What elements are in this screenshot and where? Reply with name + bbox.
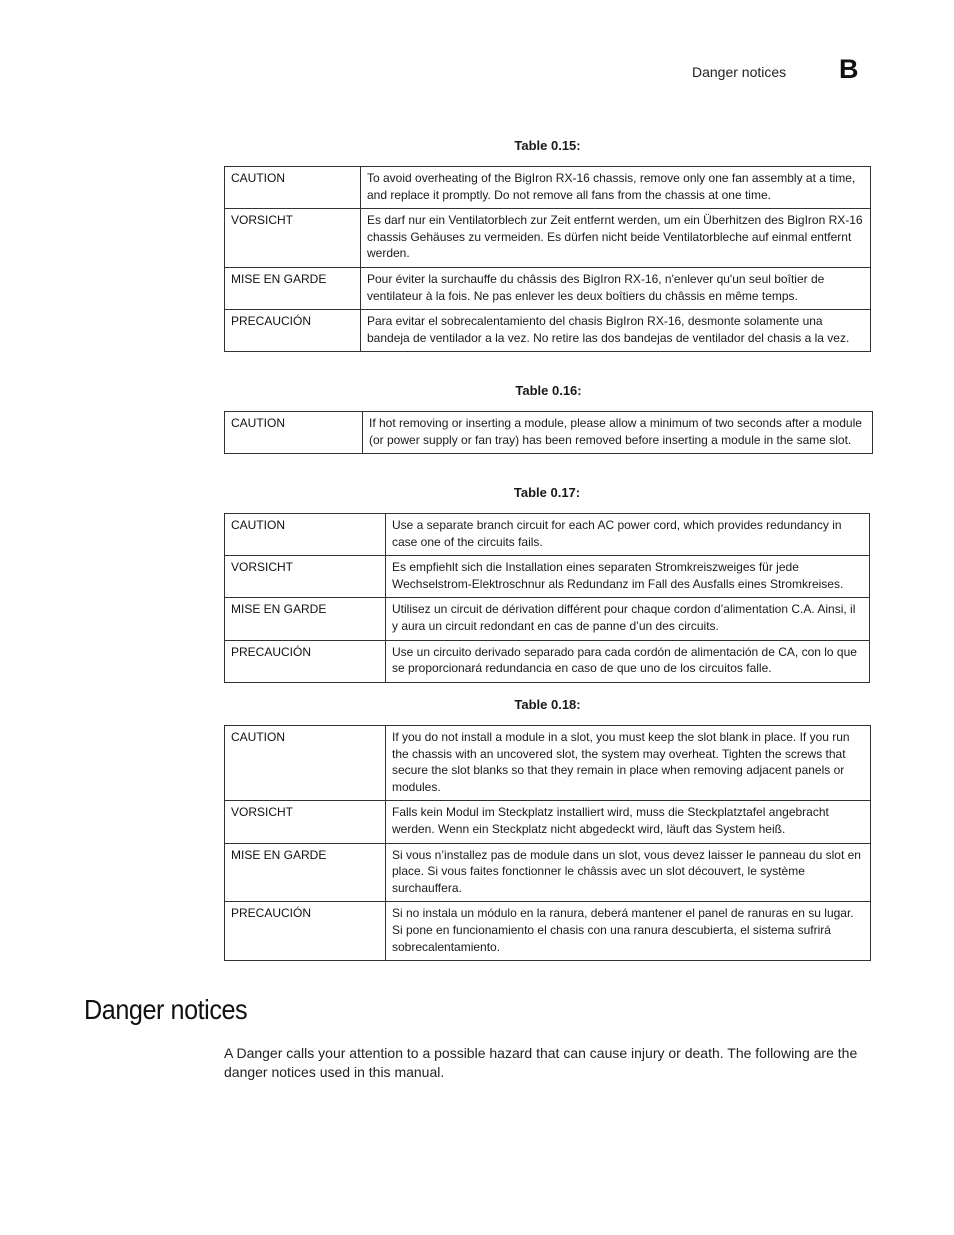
table-row xyxy=(225,267,871,309)
section-body: A Danger calls your attention to a possible hazard that can cause injury or death. The following are the danger notices used in this manual. xyxy=(224,1045,858,1080)
notice-label: MISE EN GARDE xyxy=(225,843,386,902)
notice-label: VORSICHT xyxy=(225,556,386,598)
table-caption: Table 0.15: xyxy=(514,138,581,153)
section-heading: Danger notices xyxy=(84,994,248,1025)
notice-text: Use un circuito derivado separado para cada cordón de alimentación de CA, con lo que se proporcionará redundancia en caso de que uno de los circuitos falle. xyxy=(386,640,870,682)
notice-label: PRECAUCIÓN xyxy=(225,640,386,682)
table-row xyxy=(225,556,870,598)
table-row xyxy=(225,412,873,454)
notice-text: Para evitar el sobrecalentamiento del chasis BigIron RX-16, desmonte solamente una bandeja de ventilador a la vez. No retire las dos bandejas de ventilador del chasis a la vez. xyxy=(361,310,871,352)
notice-text: Use a separate branch circuit for each AC power cord, which provides redundancy in case one of the circuits fails. xyxy=(386,514,870,556)
table-row xyxy=(225,310,871,352)
table-row xyxy=(225,801,871,843)
table-row xyxy=(225,209,871,268)
notice-text: Pour éviter la surchauffe du châssis des BigIron RX-16, n'enlever qu'un seul boîtier de ventilateur à la fois. Ne pas enlever les deux boîtiers du châssis en même temps. xyxy=(361,267,871,309)
notice-label: CAUTION xyxy=(225,167,361,209)
notice-table-block xyxy=(224,138,871,352)
notice-text: Si no instala un módulo en la ranura, deberá mantener el panel de ranuras en su lugar. Si pone en funcionamiento el chasis con una ranura descubierta, el sistema sufrirá sobrecalentamiento. xyxy=(386,902,871,961)
notice-text: Si vous n’installez pas de module dans un slot, vous devez laisser le panneau du slot en place. Si vous faites fonctionner le châssis avec un slot découvert, le système surchauffera. xyxy=(386,843,871,902)
table-row xyxy=(225,598,870,640)
notice-label: VORSICHT xyxy=(225,801,386,843)
table-row xyxy=(225,902,871,961)
notice-text: Es darf nur ein Ventilatorblech zur Zeit entfernt werden, um ein Überhitzen des BigIron RX-16 chassis Gehäuses zu vermeiden. Es dürfen nicht beide Ventilatorbleche auf einmal entfernt werden. xyxy=(361,209,871,268)
notice-text: Falls kein Modul im Steckplatz installiert wird, muss die Steckplatztafel angebracht werden. Wenn ein Steckplatz nicht abgedeckt wird, läuft das System heiß. xyxy=(386,801,871,843)
notice-label: PRECAUCIÓN xyxy=(225,310,361,352)
notice-text: If hot removing or inserting a module, please allow a minimum of two seconds after a module (or power supply or fan tray) has been removed before inserting a module in the same slot. xyxy=(363,412,873,454)
notice-table-block xyxy=(224,485,870,683)
notice-text: Es empfiehlt sich die Installation eines separaten Stromkreiszweiges für jede Wechselstrom-Elektroschnur als Redundanz im Fall des Ausfalls eines Stromkreises. xyxy=(386,556,870,598)
table-row xyxy=(225,514,870,556)
notice-label: VORSICHT xyxy=(225,209,361,268)
notice-table xyxy=(224,166,871,352)
table-row xyxy=(225,167,871,209)
running-header-title: Danger notices xyxy=(692,64,787,80)
notice-text: To avoid overheating of the BigIron RX-16 chassis, remove only one fan assembly at a time, and replace it promptly. Do not remove all fans from the chassis at one time. xyxy=(361,167,871,209)
table-row xyxy=(225,640,870,682)
notice-label: CAUTION xyxy=(225,726,386,801)
chapter-letter: B xyxy=(839,54,859,84)
notice-text: If you do not install a module in a slot, you must keep the slot blank in place. If you run the chassis with an uncovered slot, the system may overheat. Tighten the screws that secure the slot blanks so that they remain in place when removing adjacent panels or modules. xyxy=(386,726,871,801)
table-row xyxy=(225,726,871,801)
notice-table-block xyxy=(224,383,873,454)
table-row xyxy=(225,843,871,902)
notice-text: Utilisez un circuit de dérivation différent pour chaque cordon d’alimentation C.A. Ainsi, il y aura un circuit redondant en cas de panne d’un des circuits. xyxy=(386,598,870,640)
notice-table xyxy=(224,725,871,961)
table-caption: Table 0.17: xyxy=(513,485,581,500)
notice-label: MISE EN GARDE xyxy=(225,267,361,309)
table-caption: Table 0.18: xyxy=(514,697,581,712)
notice-table xyxy=(224,411,873,454)
notice-table xyxy=(224,513,870,683)
notice-label: MISE EN GARDE xyxy=(225,598,386,640)
notice-label: PRECAUCIÓN xyxy=(225,902,386,961)
notice-table-block xyxy=(224,697,871,961)
notice-label: CAUTION xyxy=(225,514,386,556)
notice-label: CAUTION xyxy=(225,412,363,454)
table-caption: Table 0.16: xyxy=(515,383,582,398)
